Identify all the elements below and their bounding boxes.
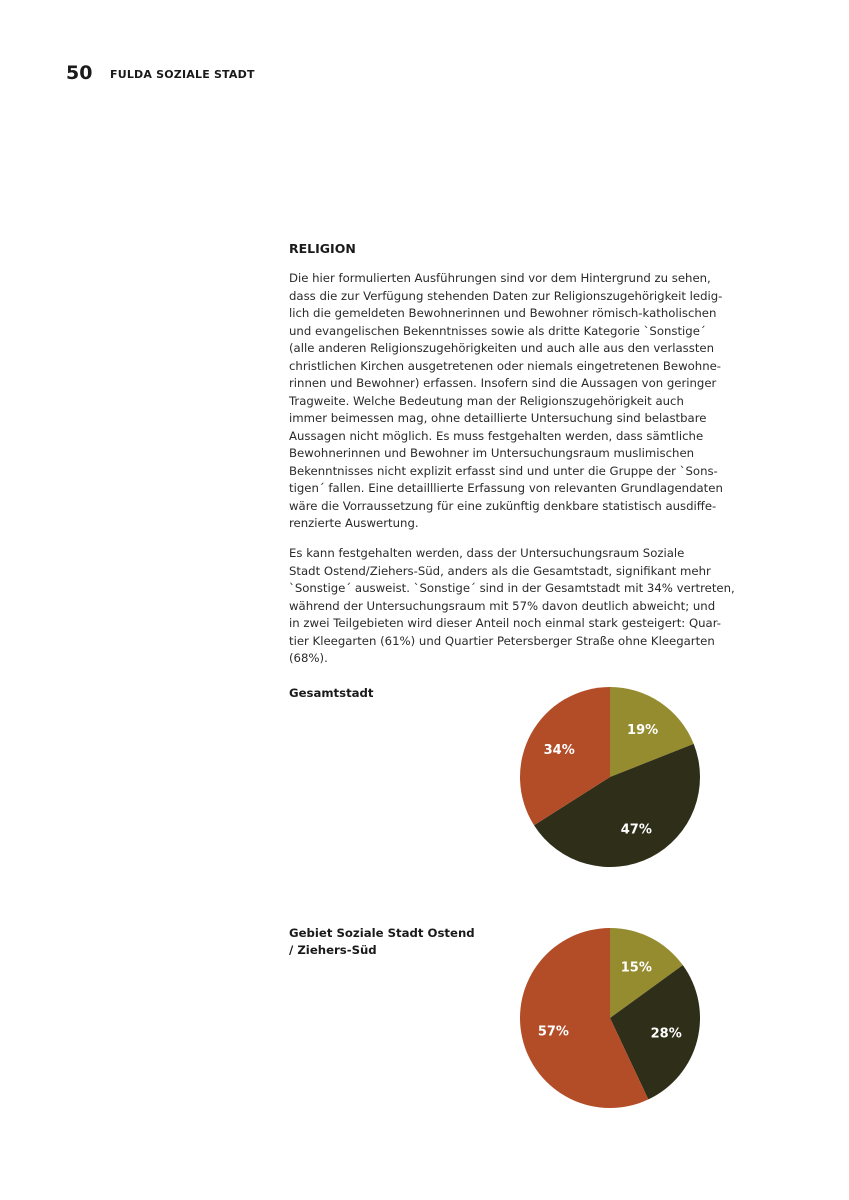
chart-title-ostend	[289, 925, 475, 959]
pie-chart-gesamtstadt	[518, 685, 702, 869]
paragraph-line: `Sonstige´ ausweist. `Sonstige´ sind in der Gesamtstadt mit 34% vertreten,	[289, 581, 735, 595]
paragraph-line: und evangelischen Bekenntnisses sowie als dritte Kategorie `Sonstige´	[289, 323, 706, 338]
running-title: FULDA SOZIALE STADT	[110, 68, 255, 81]
paragraph-line: Es kann festgehalten werden, dass der Untersuchungsraum Soziale	[289, 546, 685, 560]
paragraph-line: Aussagen nicht möglich. Es muss festgehalten werden, dass sämtliche	[289, 428, 704, 443]
paragraph-line: (68%).	[289, 651, 328, 665]
paragraph-line: immer beimessen mag, ohne detaillierte Untersuchung sind belastbare	[289, 411, 707, 425]
paragraph-1	[289, 270, 723, 533]
paragraph-line: tier Kleegarten (61%) und Quartier Petersberger Straße ohne Kleegarten	[289, 633, 715, 648]
paragraph-line: Die hier formulierten Ausführungen sind vor dem Hintergrund zu sehen,	[289, 271, 711, 285]
paragraph-line: rinnen und Bewohner) erfassen. Insofern sind die Aussagen von geringer	[289, 376, 717, 390]
paragraph-line: Bekenntnisses nicht explizit erfasst sind und unter die Gruppe der `Sons-	[289, 463, 718, 478]
paragraph-line: dass die zur Verfügung stehenden Daten zur Religionszugehörigkeit ledig-	[289, 288, 723, 303]
pie-slice-label: 47%	[620, 822, 652, 838]
chart-title-gesamtstadt: Gesamtstadt	[289, 686, 374, 700]
pie-slice-label: 34%	[543, 743, 575, 759]
paragraph-line: Stadt Ostend/Ziehers-Süd, anders als die Gesamtstadt, signifikant mehr	[289, 563, 711, 578]
section-heading: RELIGION	[289, 241, 356, 256]
paragraph-2	[289, 545, 735, 668]
paragraph-line: in zwei Teilgebieten wird dieser Anteil noch einmal stark gesteigert: Quar-	[289, 616, 721, 630]
paragraph-line: Tragweite. Welche Bedeutung man der Religionszugehörigkeit auch	[289, 393, 684, 408]
paragraph-line: (alle anderen Religionszugehörigkeiten und auch alle aus den verlassten	[289, 341, 715, 355]
paragraph-line: lich die gemeldeten Bewohnerinnen und Bewohner römisch-katholischen	[289, 306, 717, 320]
pie-chart-ostend	[518, 926, 702, 1110]
pie-slice-label: 15%	[620, 960, 652, 976]
paragraph-line: Bewohnerinnen und Bewohner im Untersuchungsraum muslimischen	[289, 446, 695, 460]
paragraph-line: wäre die Vorraussetzung für eine zukünftig denkbare statistisch ausdiffe-	[289, 498, 717, 513]
paragraph-line: tigen´ fallen. Eine detailllierte Erfassung von relevanten Grundlagendaten	[289, 481, 723, 495]
paragraph-line: renzierte Auswertung.	[289, 516, 419, 530]
paragraph-line: christlichen Kirchen ausgetretenen oder niemals eingetretenen Bewohne-	[289, 358, 722, 373]
pie-slice-label: 19%	[627, 723, 659, 739]
chart-title-line: Gebiet Soziale Stadt Ostend	[289, 926, 475, 940]
chart-title-line: / Ziehers-Süd	[289, 943, 377, 957]
page-number: 50	[66, 62, 93, 84]
pie-slice-label: 57%	[537, 1024, 569, 1040]
paragraph-line: während der Untersuchungsraum mit 57% davon deutlich abweicht; und	[289, 598, 716, 613]
pie-slice-label: 28%	[650, 1026, 682, 1042]
